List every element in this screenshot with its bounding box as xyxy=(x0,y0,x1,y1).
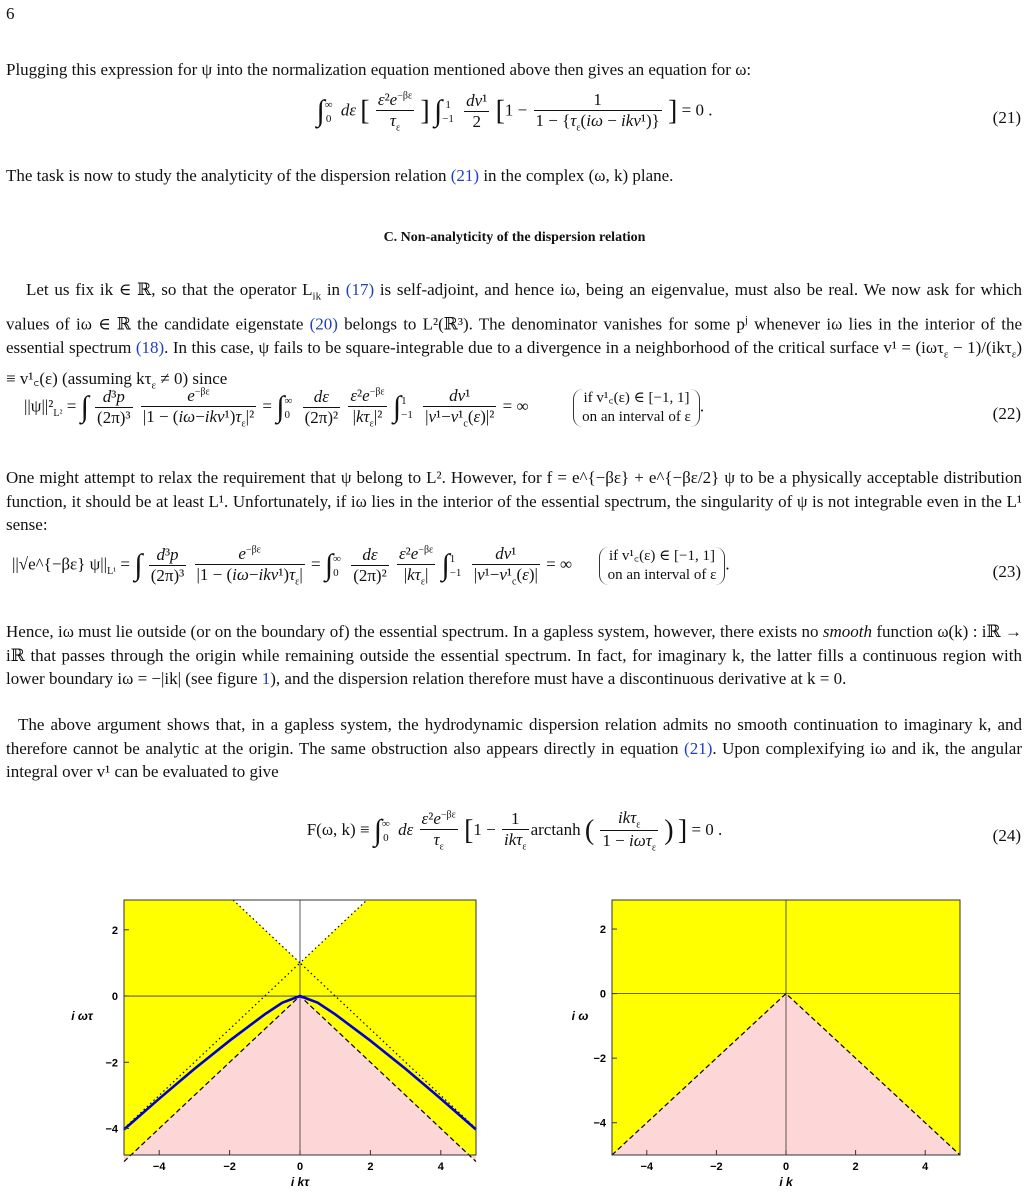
equation-21-number: (21) xyxy=(992,108,1021,127)
text: whenever iω lies in the interior of the essential spectrum xyxy=(6,314,1022,358)
eq23-cases xyxy=(599,547,726,585)
page-number: 6 xyxy=(6,4,15,23)
x-tick-label: 4 xyxy=(437,1161,444,1173)
y-axis-label: i ωτ xyxy=(71,1008,93,1023)
x-tick-label: −4 xyxy=(152,1161,166,1173)
figure-ref-1[interactable]: 1 xyxy=(261,669,271,688)
paragraph-task xyxy=(6,164,1022,188)
paragraph-self-adjoint: Let us fix ik ∈ ℝ, so that the operator $L_{ik}$ in (17) is self-adjoint, and hence iω, being an eigenvalue, must also be real. We now ask for which values of iω ∈ ℝ the candidate eigenstate (20) belongs to L²(ℝ³). The denominator vanishes for some $p^j$ whenever iω lies in the interior of the essential spectrum (18). In this case, ψ fails to be square-integrable due to a divergence in a neighborhood of the critical surface v¹ = (iωτ$_\varepsilon$ − 1)/(ikτ$_\varepsilon$) ≡ v¹꜀(ε) (assuming $k\tau_\varepsilon \ne 0$) since xyxy=(6,280,1022,392)
figure-right-plot xyxy=(540,894,1010,1194)
text: in xyxy=(321,280,346,299)
equation-21: ∫ ∞ 0 dε [ $\frac{\varepsilon^2e^{-\beta\varepsilon}}{\tau_\varepsilon}$ ] ∫ 1 −1 $\frac{\text{dv¹}}{2}$ [1 − $\frac{1}{1 - \{\tau_\varepsilon(i\omega - ikv^1)\}}$ ] = 0 . (21) xyxy=(316,90,1021,134)
y-tick-label: −2 xyxy=(105,1057,118,1070)
emphasis: smooth xyxy=(822,622,872,641)
text: The above argument shows that, in a gapless system, the hydrodynamic dispersion relation admits no smooth continuation to imaginary k, and therefore cannot be analytic at the origin. The same obstruction also appears directly in equation xyxy=(6,715,1022,758)
x-tick-label: 2 xyxy=(367,1161,374,1173)
eq22-lhs: ||ψ||² xyxy=(24,396,54,416)
eq23-case2: on an interval of ε xyxy=(607,566,717,583)
text: ≠ 0) since xyxy=(156,368,228,388)
y-axis-label: i ω xyxy=(571,1008,589,1023)
y-tick-label: −4 xyxy=(105,1123,118,1136)
text: function ω(k) : iℝ → iℝ that passes through the origin while remaining outside the essential spectrum. In fact, for imaginary k, the latter fills a continuous region with lower boundary iω = −|ik| (see figure xyxy=(6,622,1022,688)
paragraph-argument xyxy=(6,713,1022,784)
eq23-case1: if v¹꜀(ε) ∈ [−1, 1] xyxy=(609,547,715,564)
eq23-eq2: = xyxy=(311,554,321,574)
x-axis-label: i kτ xyxy=(290,1175,310,1189)
x-tick-label: −2 xyxy=(223,1161,236,1173)
text: ), and the dispersion relation therefore must have a discontinuous derivative at k = 0. xyxy=(270,669,847,688)
eq23-lhs: ||√e^{−βε} ψ|| xyxy=(12,554,108,574)
text: . In this case, ψ fails to be square-integrable due to a divergence in a neighborhood of the critical surface v¹ = (iωτ xyxy=(164,338,944,358)
eq23-eq3: = ∞ xyxy=(546,554,573,574)
eq22-lhs-sub: L² xyxy=(53,408,63,419)
equation-22: $||\psi||^2_{L^2}$ = ∫ $\frac{\text{d³p}}{\text{(2π)³}}$ $\frac{e^{-\beta\varepsilon}}{|1 - (i\omega-ikv^1)\tau_\varepsilon|^2}$ = ∫ ∞ 0 $\frac{d\varepsilon}{\text{(2π)²}}$ $\frac{\varepsilon^2e^{-\beta\varepsilon}}{|k\tau_\varepsilon|^2}$ ∫ 1 −1 $\frac{\text{dv¹}}{|v^1-v^1_c(\varepsilon)|^2}$ = ∞ if v¹꜀(ε) ∈ [−1, 1] on an interval of ε . (22) xyxy=(24,386,1021,430)
text: is self-adjoint, and hence iω, being an eigenvalue, must also be real. We now ask for which values of iω ∈ ℝ the candidate eigenstate xyxy=(6,280,1022,334)
eq22-tail: . xyxy=(699,396,705,416)
text: Let us fix ik ∈ ℝ, so that the operator L xyxy=(26,280,313,299)
eq-ref-17[interactable]: (17) xyxy=(345,280,375,299)
eq22-cases xyxy=(573,389,700,427)
equation-24: F(ω, k) ≡ ∫ ∞ 0 dε $\frac{\varepsilon^2e^{-\beta\varepsilon}}{\tau_\varepsilon}$ [1 − $\frac{1}{ik\tau_\varepsilon}$ arctanh ( $\frac{ik\tau_\varepsilon}{1 - i\omega\tau_\varepsilon}$ ) ] = 0 . (24) xyxy=(306,808,1021,854)
paragraph-relax: One might attempt to relax the requirement that ψ belong to L². However, for f = e^{−βε} + e^{−βε/2} ψ to be a physically acceptable distribution function, it should be at least L¹. Unfortunately, if iω lies in the interior of the essential spectrum, the singularity of ψ is not integrable even in the L¹ sense: xyxy=(6,468,1022,534)
text: belongs to L²(ℝ³). The denominator vanishes for some p xyxy=(337,314,745,334)
x-axis-label: i k xyxy=(779,1175,793,1189)
eq-ref-21b[interactable]: (21) xyxy=(684,738,713,758)
figure-left-plot xyxy=(40,894,530,1194)
y-tick-label: 2 xyxy=(111,924,118,937)
text: ) ≡ v¹꜀(ε) (assuming kτ xyxy=(6,338,1022,388)
eq23-eq1: = xyxy=(120,554,131,574)
x-tick-label: 0 xyxy=(782,1161,790,1173)
eq22-case1: if v¹꜀(ε) ∈ [−1, 1] xyxy=(583,389,690,406)
y-tick-label: 0 xyxy=(599,988,606,1001)
x-tick-label: 2 xyxy=(852,1161,859,1173)
eq22-eq2: = xyxy=(262,396,273,416)
y-tick-label: −4 xyxy=(593,1117,606,1130)
text: . Upon complexifying iω and ik, the angular integral over v¹ can be evaluated to give xyxy=(6,738,1022,781)
paragraph-normalization: Plugging this expression for ψ into the normalization equation mentioned above then gives an equation for ω: xyxy=(6,60,752,79)
eq22-eq3: = ∞ xyxy=(502,396,529,416)
eq-ref-21[interactable]: (21) xyxy=(450,166,480,185)
subscript: ik xyxy=(312,290,322,303)
y-tick-label: 2 xyxy=(599,924,606,937)
equation-21-rhs: = 0 . xyxy=(681,100,713,120)
text: − 1)/(ikτ xyxy=(948,338,1012,358)
text: The task is now to study the analyticity of the dispersion relation xyxy=(6,166,451,185)
x-tick-label: 0 xyxy=(296,1161,304,1173)
x-tick-label: 4 xyxy=(922,1161,929,1173)
eq22-eq1: = xyxy=(66,396,77,416)
paragraph-gapless xyxy=(6,620,1022,691)
eq-ref-18[interactable]: (18) xyxy=(135,338,165,358)
equation-24-number: (24) xyxy=(992,826,1021,845)
y-tick-label: −2 xyxy=(593,1053,606,1066)
eq23-lhs-sub: L¹ xyxy=(107,566,117,577)
y-tick-label: 0 xyxy=(111,991,118,1004)
text: Hence, iω must lie outside (or on the boundary of) the essential spectrum. In a gapless system, however, there exists no xyxy=(6,622,823,641)
equation-22-number: (22) xyxy=(992,404,1021,423)
eq-ref-20[interactable]: (20) xyxy=(309,314,338,334)
eq24-lhs: F(ω, k) ≡ xyxy=(306,819,370,839)
x-tick-label: −4 xyxy=(640,1161,654,1173)
eq24-rhs: = 0 . xyxy=(691,819,723,839)
section-heading: C. Non-analyticity of the dispersion relation xyxy=(383,230,646,245)
eq23-tail: . xyxy=(725,554,730,574)
superscript: j xyxy=(744,313,748,326)
equation-23: ||√e^{−βε} $\psi||_{L^1}$ = ∫ $\frac{\text{d³p}}{\text{(2π)³}}$ $\frac{e^{-\beta\varepsilon}}{|1 - (i\omega-ikv^1)\tau_\varepsilon|}$ = ∫ ∞ 0 $\frac{d\varepsilon}{\text{(2π)²}}$ $\frac{\varepsilon^2e^{-\beta\varepsilon}}{|k\tau_\varepsilon|}$ ∫ 1 −1 $\frac{\text{dv¹}}{|v^1-v^1_c(\varepsilon)|}$ = ∞ if v¹꜀(ε) ∈ [−1, 1] on an interval of ε . (23) xyxy=(12,544,1021,588)
text: in the complex (ω, k) plane. xyxy=(479,166,674,185)
eq22-case2: on an interval of ε xyxy=(582,408,691,425)
equation-23-number: (23) xyxy=(992,562,1021,581)
x-tick-label: −2 xyxy=(710,1161,723,1173)
